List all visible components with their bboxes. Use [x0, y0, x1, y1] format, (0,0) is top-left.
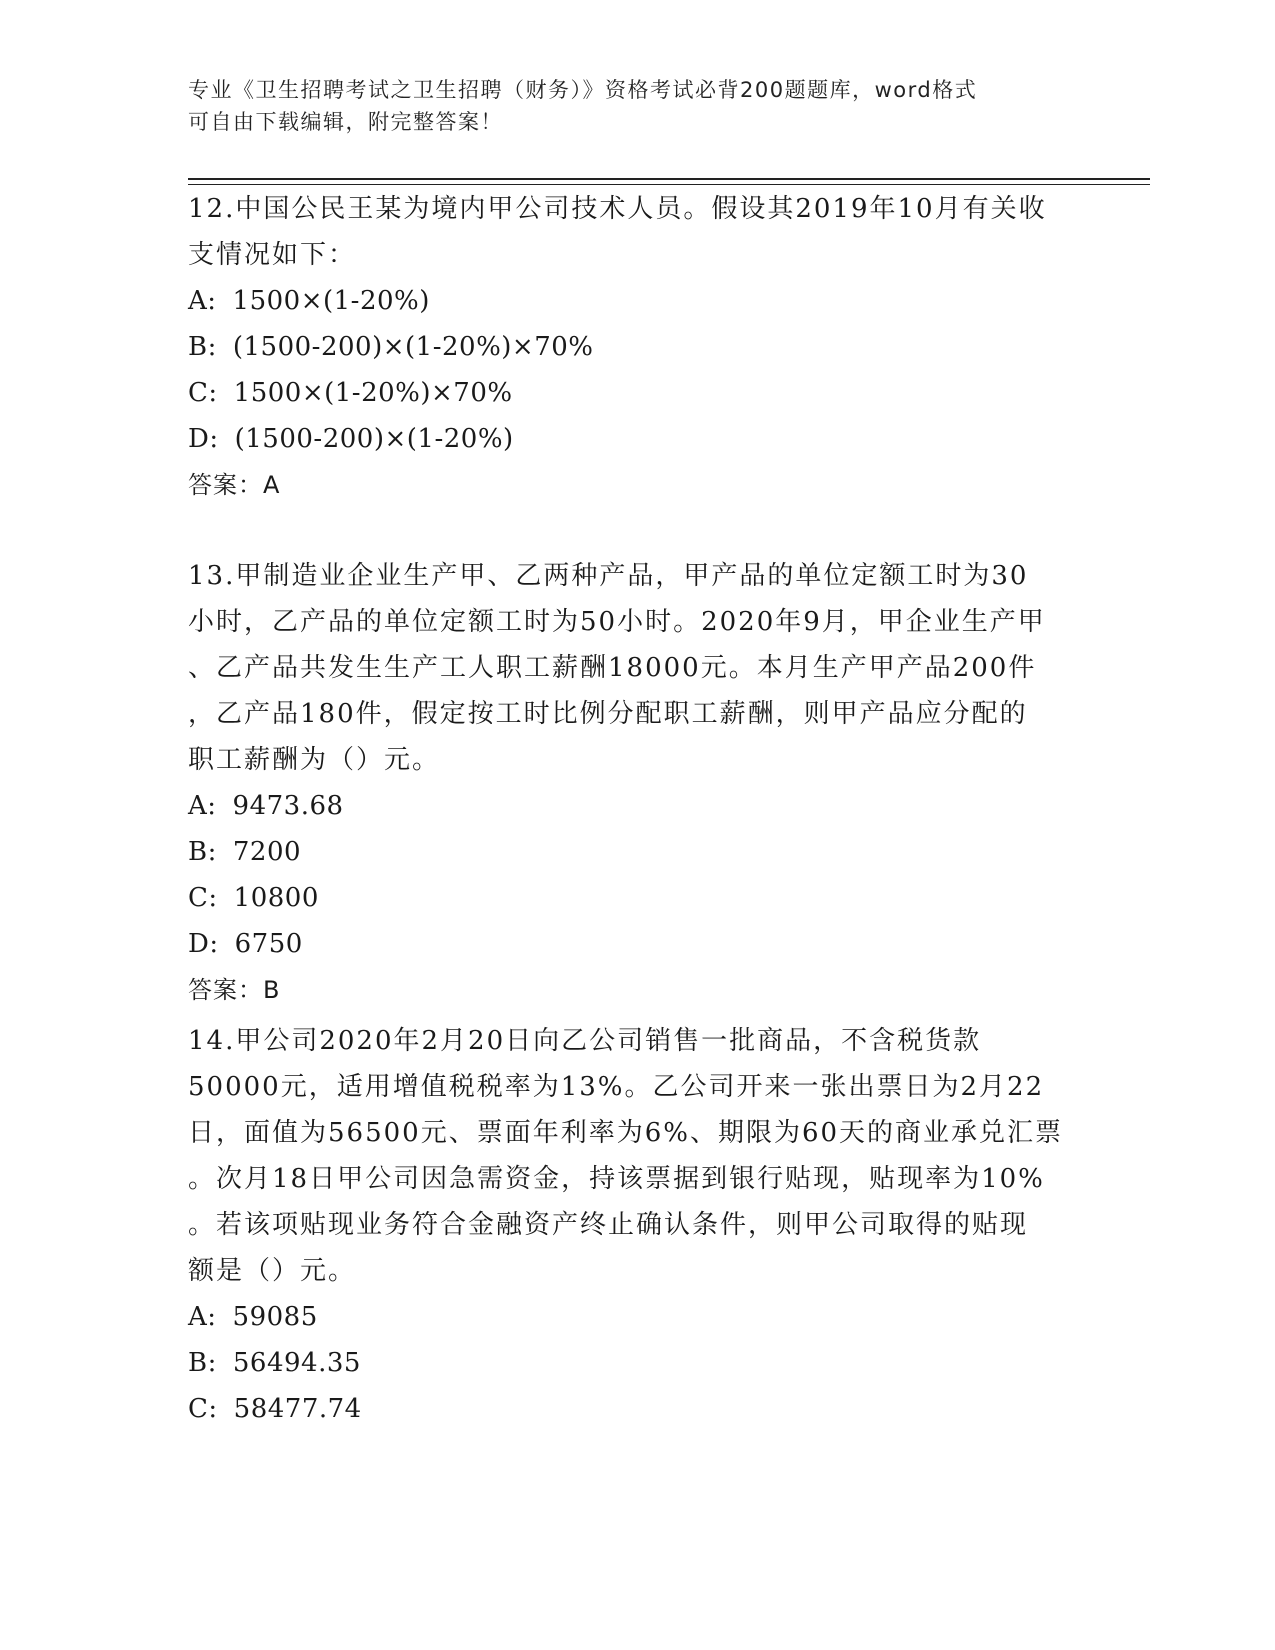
option-b — [188, 829, 1088, 875]
option-text: 59085 — [232, 1302, 318, 1332]
stem-line: 。次月18日甲公司因急需资金，持该票据到银行贴现，贴现率为10% — [188, 1164, 1045, 1194]
stem-line: 小时，乙产品的单位定额工时为50小时。2020年9月，甲企业生产甲 — [188, 607, 1046, 637]
question-14 — [188, 1018, 1088, 1432]
option-text: 6750 — [234, 929, 303, 959]
stem-line: 日，面值为56500元、票面年利率为6%、期限为60天的商业承兑汇票 — [188, 1118, 1064, 1148]
stem-line: 支情况如下： — [188, 240, 357, 270]
option-letter: B: — [188, 1348, 217, 1378]
stem-line: 。若该项贴现业务符合金融资产终止确认条件，则甲公司取得的贴现 — [188, 1210, 1029, 1240]
option-letter: C: — [188, 883, 218, 913]
option-d — [188, 416, 1088, 462]
question-stem — [188, 186, 1088, 278]
header-divider-thin — [188, 184, 1150, 185]
option-letter: C: — [188, 1394, 218, 1424]
option-letter: D: — [188, 424, 219, 454]
stem-line: ，乙产品180件，假定按工时比例分配职工薪酬，则甲产品应分配的 — [188, 699, 1028, 729]
option-a — [188, 1294, 1088, 1340]
stem-line: 额是（）元。 — [188, 1256, 357, 1286]
option-text: 7200 — [232, 837, 302, 867]
option-text: 9473.68 — [232, 791, 344, 821]
stem-line: 50000元，适用增值税税率为13%。乙公司开来一张出票日为2月22 — [188, 1072, 1045, 1102]
option-a — [188, 783, 1088, 829]
option-letter: A: — [188, 286, 217, 316]
option-a — [188, 278, 1088, 324]
header-line-2: 可自由下载编辑，附完整答案！ — [188, 110, 503, 134]
option-c — [188, 1386, 1088, 1432]
stem-line: 职工薪酬为（）元。 — [188, 745, 441, 775]
header-divider-thick — [188, 178, 1150, 180]
option-letter: B: — [188, 837, 217, 867]
option-letter: A: — [188, 791, 217, 821]
option-b — [188, 1340, 1088, 1386]
question-12 — [188, 186, 1088, 508]
header-line-1: 专业《卫生招聘考试之卫生招聘（财务）》资格考试必背200题题库，word格式 — [188, 78, 978, 102]
option-text: (1500-200)×(1-20%)×70% — [232, 332, 594, 362]
option-text: 1500×(1-20%)×70% — [233, 378, 513, 408]
option-b — [188, 324, 1088, 370]
option-letter: A: — [188, 1302, 217, 1332]
option-text: 56494.35 — [232, 1348, 361, 1378]
stem-line: 14.甲公司2020年2月20日向乙公司销售一批商品，不含税货款 — [188, 1026, 982, 1056]
option-text: 1500×(1-20%) — [232, 286, 430, 316]
option-c — [188, 370, 1088, 416]
answer: 答案：A — [188, 471, 281, 499]
option-text: 10800 — [233, 883, 319, 913]
option-c — [188, 875, 1088, 921]
page-header — [188, 74, 1088, 138]
option-letter: D: — [188, 929, 219, 959]
stem-line: 、乙产品共发生生产工人职工薪酬18000元。本月生产甲产品200件 — [188, 653, 1037, 683]
question-stem — [188, 1018, 1088, 1294]
stem-line: 12.中国公民王某为境内甲公司技术人员。假设其2019年10月有关收 — [188, 194, 1047, 224]
question-stem — [188, 553, 1088, 783]
option-text: 58477.74 — [233, 1394, 362, 1424]
answer: 答案：B — [188, 976, 281, 1004]
option-letter: C: — [188, 378, 218, 408]
option-text: (1500-200)×(1-20%) — [234, 424, 514, 454]
option-letter: B: — [188, 332, 217, 362]
option-d — [188, 921, 1088, 967]
question-13 — [188, 553, 1088, 1013]
stem-line: 13.甲制造业企业生产甲、乙两种产品，甲产品的单位定额工时为30 — [188, 561, 1029, 591]
